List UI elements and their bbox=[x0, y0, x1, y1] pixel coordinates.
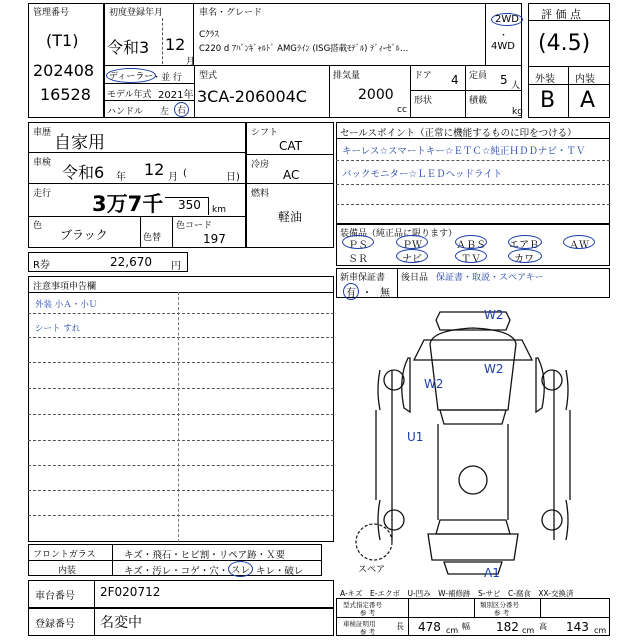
interior-text-after: キレ・破レ bbox=[256, 566, 304, 577]
divider-reg-name bbox=[193, 3, 194, 65]
first-reg-month: 12 bbox=[165, 35, 186, 54]
warranty-divider bbox=[397, 268, 398, 298]
recycle-box bbox=[28, 252, 188, 272]
details-divider-3 bbox=[28, 216, 246, 217]
interior-circled: スレ bbox=[228, 561, 253, 577]
mgmt-no2: 16528 bbox=[40, 85, 91, 104]
notes-dash-8 bbox=[28, 490, 334, 491]
shaken-month-unit: 月 bbox=[168, 172, 178, 183]
interior-text-before: キズ・汚レ・コゲ・穴・ bbox=[124, 566, 229, 577]
color-code-divider bbox=[172, 216, 173, 248]
drive-dot: ・ bbox=[499, 31, 509, 41]
warranty-dot: ・ bbox=[362, 288, 372, 299]
shape-label: 形状 bbox=[414, 96, 433, 106]
mileage-km-line bbox=[165, 197, 208, 198]
chassis-value: 2F020712 bbox=[100, 585, 161, 599]
doors-value: 4 bbox=[451, 73, 459, 87]
score-ext: B bbox=[540, 88, 556, 113]
registration-label: 登録番号 bbox=[35, 619, 75, 630]
drive-4wd: 4WD bbox=[491, 41, 515, 52]
recycle-unit: 円 bbox=[171, 261, 181, 272]
row-divider-1 bbox=[104, 65, 522, 66]
shaken-era: 令和6 bbox=[62, 163, 105, 182]
dims-len-char: 長 bbox=[396, 622, 404, 631]
dims-length-label: 車検証明用 bbox=[343, 620, 376, 628]
model-year-value: 2021年 bbox=[158, 90, 194, 101]
equip-airbag: エアＢ bbox=[509, 240, 539, 251]
sales-dash-2 bbox=[336, 184, 610, 185]
dims-class-ref: 参 考 bbox=[494, 609, 510, 617]
score-divider-1 bbox=[528, 20, 610, 21]
handle-left: 左 bbox=[160, 107, 170, 117]
damage-legend: A-キズ E-エクボ U-凹み W-補修跡 S-サビ C-腐食 XX-交換済 bbox=[340, 589, 574, 598]
details-divider-1 bbox=[28, 152, 246, 153]
notes-box bbox=[28, 276, 334, 542]
shaken-month: 12 bbox=[144, 160, 165, 179]
equip-navi: ナビ bbox=[402, 254, 422, 265]
color-code: 197 bbox=[203, 232, 226, 246]
capacity-value: 5 bbox=[500, 73, 508, 87]
dims-type-ref: 参 考 bbox=[360, 609, 376, 617]
car-name-label: 車名・グレード bbox=[199, 8, 263, 18]
displacement-label: 排気量 bbox=[333, 71, 361, 81]
equip-sr: ＳＲ bbox=[348, 254, 368, 265]
color-label: 色 bbox=[33, 221, 43, 231]
usage-label: 車歴 bbox=[33, 128, 52, 138]
score-label: 評 価 点 bbox=[541, 8, 581, 21]
glass-text: キズ・飛石・ヒビ割・リペア跡・Ｘ要 bbox=[124, 550, 286, 561]
notes-dash-1 bbox=[28, 313, 334, 314]
dims-v3 bbox=[540, 598, 541, 617]
equip-navi-circle bbox=[396, 249, 428, 263]
row-divider-model bbox=[104, 100, 194, 101]
equip-abs-circle bbox=[455, 235, 487, 249]
notes-line-1: 外装 小Ａ・小Ｕ bbox=[35, 300, 98, 310]
warranty-no: 無 bbox=[380, 288, 390, 299]
equip-pw: ＰＷ bbox=[402, 240, 422, 251]
row-divider-dealer bbox=[104, 83, 194, 84]
color-divider bbox=[140, 216, 141, 248]
displacement-value: 2000 bbox=[358, 87, 394, 103]
mileage-sub: 350 bbox=[178, 198, 201, 212]
mech-divider-1 bbox=[246, 154, 334, 155]
equip-leather-circle bbox=[508, 249, 542, 263]
mark-w2-left: W2 bbox=[424, 377, 444, 391]
later-value: 保証書・取説・スペアキー bbox=[436, 273, 544, 283]
divider-disp bbox=[329, 65, 330, 118]
row-divider-shape bbox=[410, 90, 522, 91]
equip-tv-circle bbox=[455, 249, 487, 263]
warranty-yes: 有 bbox=[343, 283, 359, 300]
mark-a1: A1 bbox=[484, 566, 500, 580]
notes-vline bbox=[178, 292, 179, 542]
warranty-label: 新車保証書 bbox=[340, 273, 386, 283]
mgmt-label: 管理番号 bbox=[33, 8, 70, 18]
color-value: ブラック bbox=[60, 228, 108, 242]
score-int-label: 内装 bbox=[575, 74, 595, 85]
dims-width-unit: cm bbox=[522, 626, 535, 635]
model-year-label: モデル年式 bbox=[107, 90, 152, 100]
doors-label: ドア bbox=[414, 71, 432, 81]
notes-dash-5 bbox=[28, 414, 334, 415]
dims-height-unit: cm bbox=[594, 626, 607, 635]
capacity-unit: 人 bbox=[511, 81, 521, 91]
equip-airbag-circle bbox=[508, 235, 542, 249]
mark-w2-mid: W2 bbox=[484, 362, 504, 376]
notes-dash-9 bbox=[28, 515, 334, 516]
sales-label: セールスポイント（正常に機能するものに印をつける） bbox=[340, 128, 577, 139]
first-reg-era: 令和3 bbox=[107, 38, 150, 57]
ac-value: AC bbox=[283, 168, 300, 182]
score-value: (4.5) bbox=[538, 31, 591, 56]
glass-label: フロントガラス bbox=[33, 550, 96, 560]
dealer-label: ディーラー bbox=[106, 68, 156, 83]
notes-label: 注意事項申告欄 bbox=[33, 282, 97, 292]
car-grade: C220 d ｱﾊﾞﾝｷﾞｬﾙﾄﾞ AMGﾗｲﾝ (ISG搭載ﾓﾃﾞﾙ) ﾃﾞｨｰｾﾞﾙ… bbox=[199, 44, 409, 54]
mileage-label: 走行 bbox=[33, 189, 52, 199]
notes-dash-6 bbox=[28, 440, 334, 441]
spare-tire-circle bbox=[356, 524, 392, 560]
type-label: 型式 bbox=[199, 71, 218, 81]
divider-doors bbox=[410, 65, 411, 118]
dims-wid-char: 幅 bbox=[462, 622, 470, 631]
spare-label: スペア bbox=[358, 565, 386, 575]
dims-length: 478 bbox=[418, 620, 441, 634]
car-name: Cｸﾗｽ bbox=[199, 30, 219, 40]
sales-dash-3 bbox=[336, 204, 610, 205]
chassis-label: 車台番号 bbox=[35, 591, 75, 602]
score-ext-label: 外装 bbox=[535, 74, 555, 85]
handle-right: 右 bbox=[174, 102, 189, 117]
recycle-value: 22,670 bbox=[110, 255, 152, 269]
load-label: 積載 bbox=[469, 96, 488, 106]
equip-tv: ＴＶ bbox=[461, 254, 481, 265]
dims-width: 182 bbox=[496, 620, 519, 634]
mgmt-no1: 202408 bbox=[33, 61, 95, 80]
ac-label: 冷房 bbox=[251, 160, 270, 170]
handle-label: ハンドル bbox=[107, 107, 144, 117]
divider-type bbox=[194, 65, 195, 118]
dims-v1 bbox=[408, 598, 409, 636]
dims-divider bbox=[336, 617, 610, 618]
score-int: A bbox=[580, 88, 596, 113]
shaken-day-unit: 日) bbox=[226, 172, 240, 183]
fuel-value: 軽油 bbox=[278, 210, 303, 224]
capacity-label: 定員 bbox=[469, 71, 488, 81]
recycle-label: R券 bbox=[33, 260, 50, 271]
shift-label: シフト bbox=[251, 128, 279, 138]
dims-hgt-char: 高 bbox=[539, 622, 547, 631]
car-diagram bbox=[336, 300, 610, 586]
dims-height: 143 bbox=[566, 620, 589, 634]
color-code-label: 色コード bbox=[176, 221, 213, 231]
mileage-unit: km bbox=[212, 205, 226, 215]
notes-dash-7 bbox=[28, 465, 334, 466]
displacement-unit: cc bbox=[397, 105, 407, 115]
first-reg-month-unit: 月 bbox=[186, 57, 196, 67]
fuel-label: 燃料 bbox=[251, 189, 270, 199]
sales-line-2: バックモニター☆ＬＥＤヘッドライト bbox=[342, 169, 503, 180]
glass-interior-divider bbox=[28, 560, 322, 561]
drive-2wd: 2WD bbox=[491, 13, 523, 26]
interior-label: 内装 bbox=[58, 566, 77, 576]
equip-pw-circle bbox=[396, 235, 428, 249]
details-divider-2 bbox=[28, 183, 246, 184]
shaken-label: 車検 bbox=[33, 158, 52, 168]
dims-type-label: 型式指定番号 bbox=[343, 601, 382, 609]
equip-ps: ＰＳ bbox=[348, 240, 368, 251]
divider-drive bbox=[485, 3, 486, 65]
equip-aw: ＡＷ bbox=[569, 240, 589, 251]
dealer-parallel: ・並 行 bbox=[152, 73, 182, 83]
mark-u1: U1 bbox=[407, 430, 424, 444]
score-divider-3 bbox=[528, 84, 610, 85]
equip-leather: カワ bbox=[514, 254, 534, 265]
dims-class-label: 類別区分番号 bbox=[480, 601, 519, 609]
first-reg-label: 初度登録年月 bbox=[109, 8, 164, 18]
dims-length-ref: 参 考 bbox=[360, 628, 376, 636]
mileage-value: 3万7千 bbox=[92, 192, 164, 216]
score-divider-v bbox=[568, 66, 569, 118]
notes-divider bbox=[28, 292, 334, 293]
sales-divider-1 bbox=[336, 138, 610, 139]
usage-value: 自家用 bbox=[54, 133, 105, 153]
shaken-paren: ( bbox=[183, 168, 187, 179]
mgmt-code: (T1) bbox=[46, 31, 79, 50]
mileage-km-divider bbox=[208, 197, 209, 215]
later-label: 後日品 bbox=[401, 273, 429, 283]
color-change-label: 色替 bbox=[143, 233, 162, 243]
equip-ps-circle bbox=[342, 235, 374, 249]
registration-value: 名変中 bbox=[100, 615, 142, 631]
notes-dash-3 bbox=[28, 362, 334, 363]
dims-v2 bbox=[474, 598, 475, 617]
mech-divider-2 bbox=[246, 183, 334, 184]
mark-w2-top: W2 bbox=[484, 308, 504, 322]
equip-aw-circle bbox=[563, 235, 595, 249]
divider-capacity bbox=[465, 65, 466, 118]
equip-abs: ＡＢＳ bbox=[456, 240, 486, 251]
shaken-year-unit: 年 bbox=[116, 172, 126, 183]
type-value: 3CA-206004C bbox=[197, 87, 307, 106]
notes-line-2: シート すれ bbox=[35, 324, 81, 334]
notes-dash-2 bbox=[28, 337, 334, 338]
score-divider-2 bbox=[528, 66, 610, 67]
sales-dash-1 bbox=[336, 160, 610, 161]
sales-line-1: キーレス☆スマートキー☆ＥＴＣ☆純正ＨＤＤナビ・ＴＶ bbox=[342, 146, 586, 157]
equipment-label: 装備品（純正品に限ります） bbox=[340, 229, 458, 239]
dims-length-unit: cm bbox=[446, 626, 459, 635]
notes-dash-4 bbox=[28, 388, 334, 389]
shift-value: CAT bbox=[279, 139, 302, 153]
load-unit: kg bbox=[512, 107, 523, 117]
